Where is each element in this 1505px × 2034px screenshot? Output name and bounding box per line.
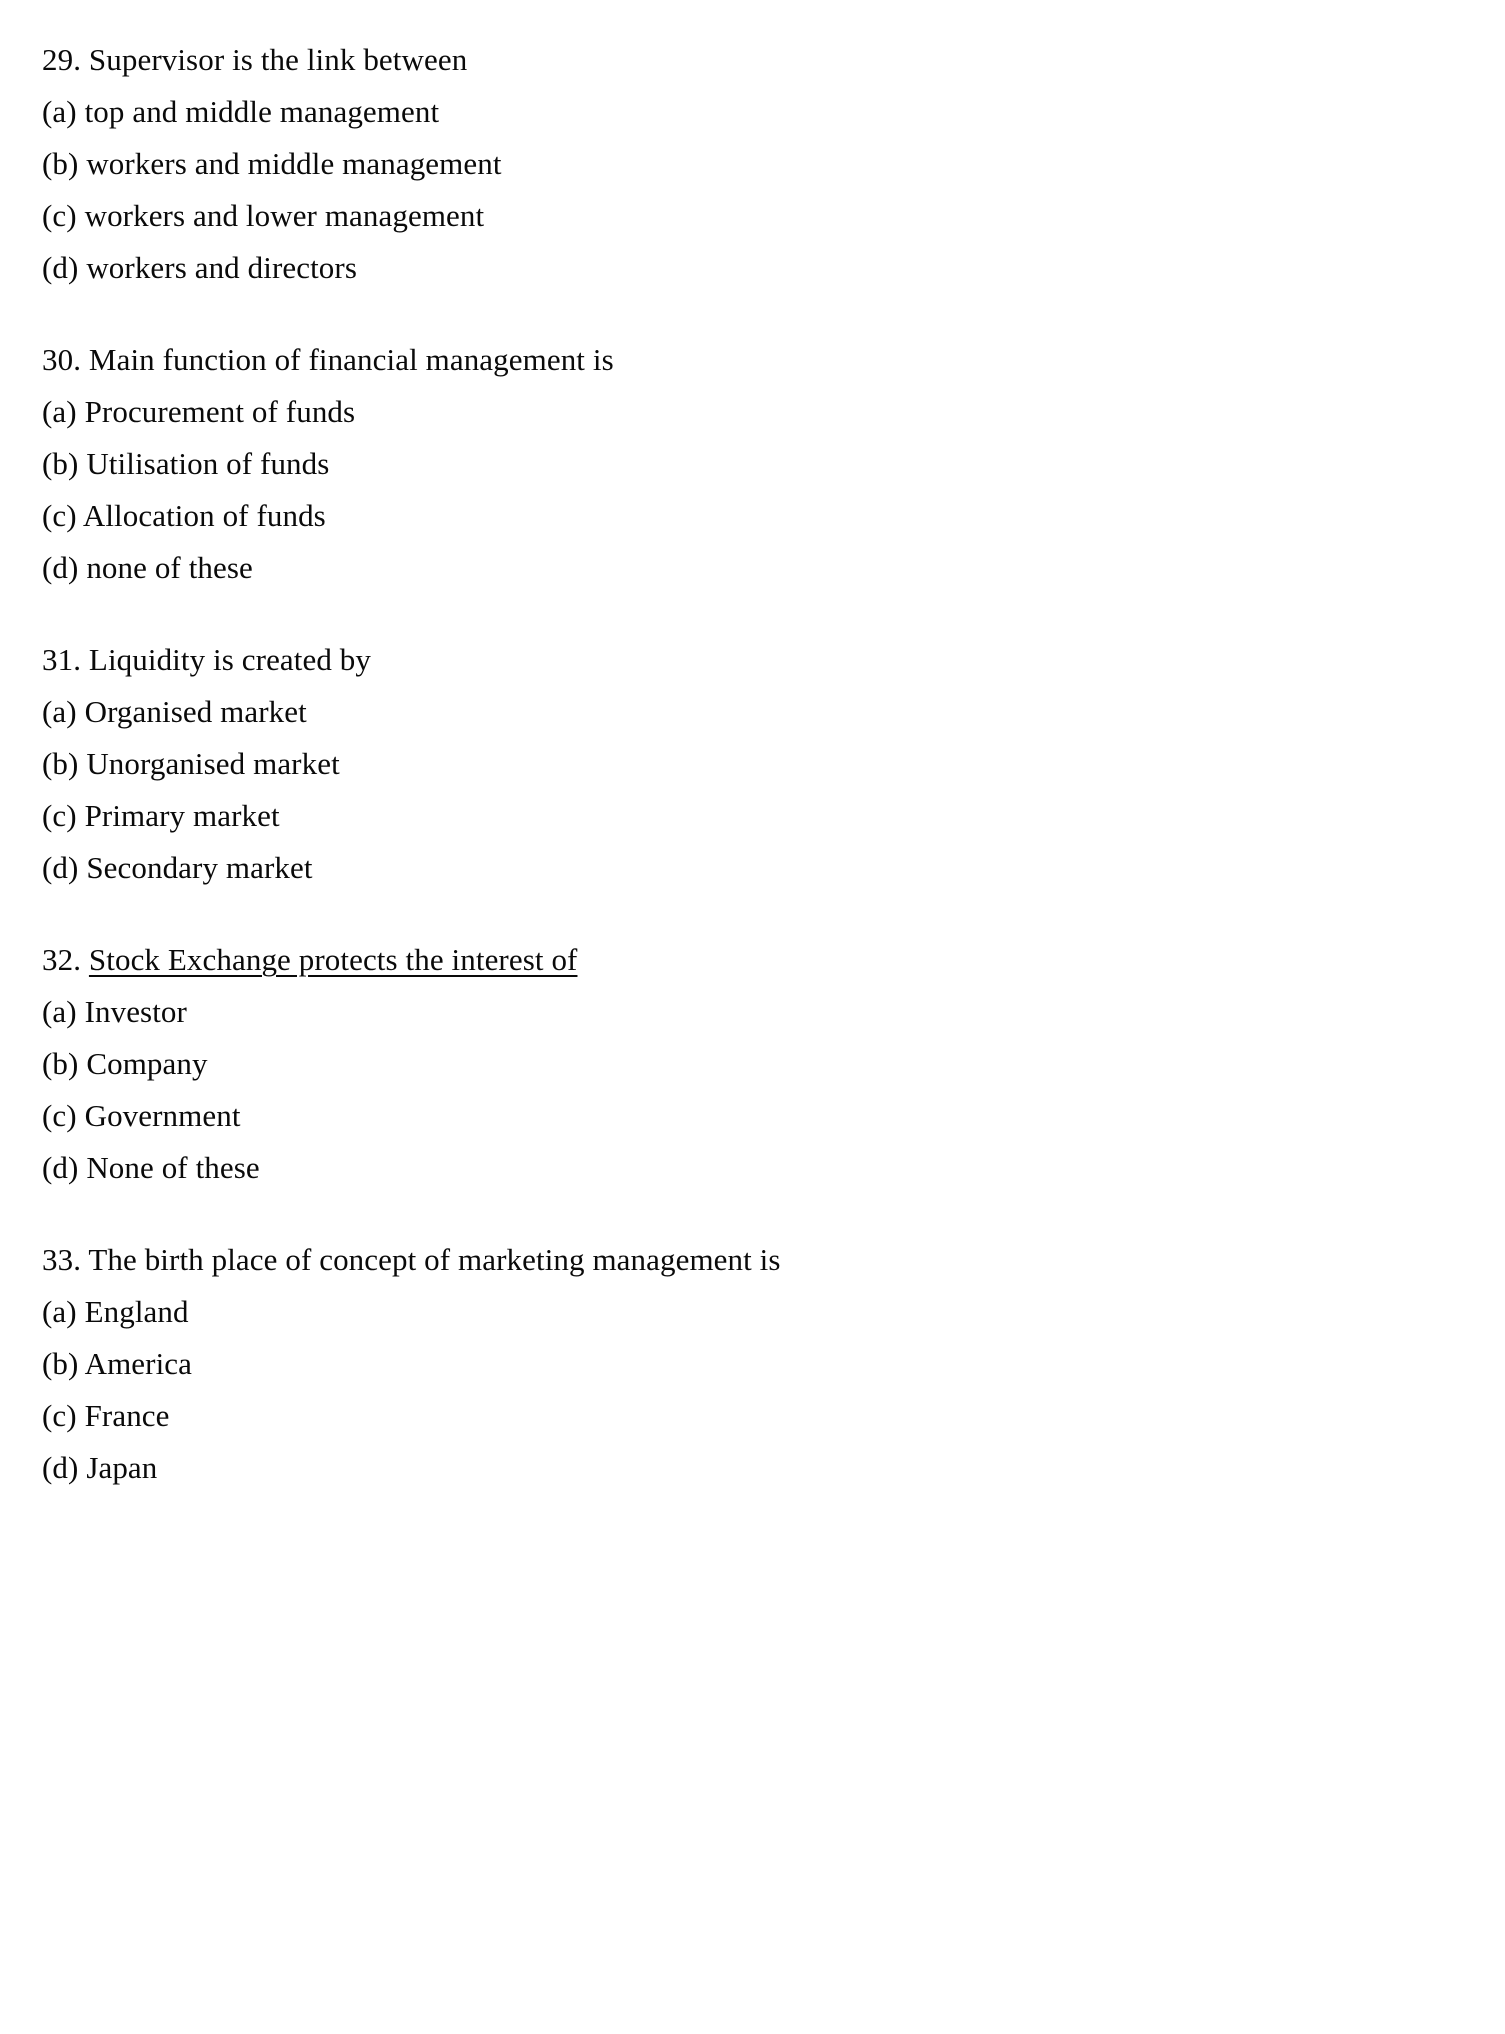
question-number: 29. [42,42,82,77]
answer-option[interactable] [42,842,1465,894]
option-text: Secondary market [86,850,313,885]
option-label: (d) [42,850,79,885]
question-number: 32. [42,942,82,977]
option-text: Allocation of funds [82,498,326,533]
question-text: Supervisor is the link between [88,42,468,77]
option-text: Primary market [84,798,280,833]
option-label: (b) [42,746,79,781]
answer-option[interactable] [42,190,1465,242]
question-number: 31. [42,642,82,677]
option-text: England [84,1294,189,1329]
answer-option[interactable] [42,1338,1465,1390]
question-stem [42,1234,1465,1286]
question-block [42,334,1465,594]
option-text: Procurement of funds [84,394,356,429]
question-stem [42,34,1465,86]
option-label: (b) [42,446,79,481]
option-label: (c) [42,798,77,833]
answer-option[interactable] [42,686,1465,738]
question-stem [42,634,1465,686]
option-text: Utilisation of funds [86,446,330,481]
answer-option[interactable] [42,242,1465,294]
question-text: The birth place of concept of marketing management is [88,1242,781,1277]
option-text: Government [84,1098,241,1133]
option-text: workers and directors [86,250,357,285]
answer-option[interactable] [42,738,1465,790]
option-label: (c) [42,498,77,533]
answer-option[interactable] [42,1442,1465,1494]
option-label: (b) [42,1046,79,1081]
option-label: (a) [42,694,77,729]
question-block [42,1234,1465,1494]
option-text: Investor [84,994,187,1029]
option-text: America [84,1346,193,1381]
option-text: Unorganised market [86,746,340,781]
question-block [42,634,1465,894]
option-text: None of these [86,1150,260,1185]
option-label: (d) [42,550,79,585]
option-text: top and middle management [84,94,440,129]
answer-option[interactable] [42,86,1465,138]
option-text: none of these [86,550,253,585]
option-label: (a) [42,1294,77,1329]
option-label: (c) [42,198,77,233]
answer-option[interactable] [42,1038,1465,1090]
option-label: (d) [42,250,79,285]
option-text: Company [86,1046,208,1081]
answer-option[interactable] [42,1142,1465,1194]
question-number: 33. [42,1242,82,1277]
option-label: (a) [42,994,77,1029]
answer-option[interactable] [42,386,1465,438]
answer-option[interactable] [42,490,1465,542]
option-label: (d) [42,1450,79,1485]
option-text: Japan [86,1450,158,1485]
answer-option[interactable] [42,790,1465,842]
question-block [42,934,1465,1194]
answer-option[interactable] [42,542,1465,594]
answer-option[interactable] [42,1390,1465,1442]
option-text: Organised market [84,694,307,729]
question-stem [42,934,1465,986]
question-number: 30. [42,342,82,377]
answer-option[interactable] [42,1286,1465,1338]
question-text: Main function of financial management is [88,342,614,377]
answer-option[interactable] [42,986,1465,1038]
option-label: (a) [42,94,77,129]
question-stem [42,334,1465,386]
option-label: (c) [42,1398,77,1433]
option-text: workers and lower management [84,198,485,233]
option-text: France [84,1398,170,1433]
answer-option[interactable] [42,1090,1465,1142]
option-text: workers and middle management [86,146,502,181]
answer-option[interactable] [42,438,1465,490]
question-text: Liquidity is created by [88,642,372,677]
option-label: (d) [42,1150,79,1185]
question-list [42,34,1465,1494]
option-label: (b) [42,146,79,181]
answer-option[interactable] [42,138,1465,190]
question-block [42,34,1465,294]
option-label: (c) [42,1098,77,1133]
option-label: (b) [42,1346,79,1381]
option-label: (a) [42,394,77,429]
question-text: Stock Exchange protects the interest of [88,942,578,977]
